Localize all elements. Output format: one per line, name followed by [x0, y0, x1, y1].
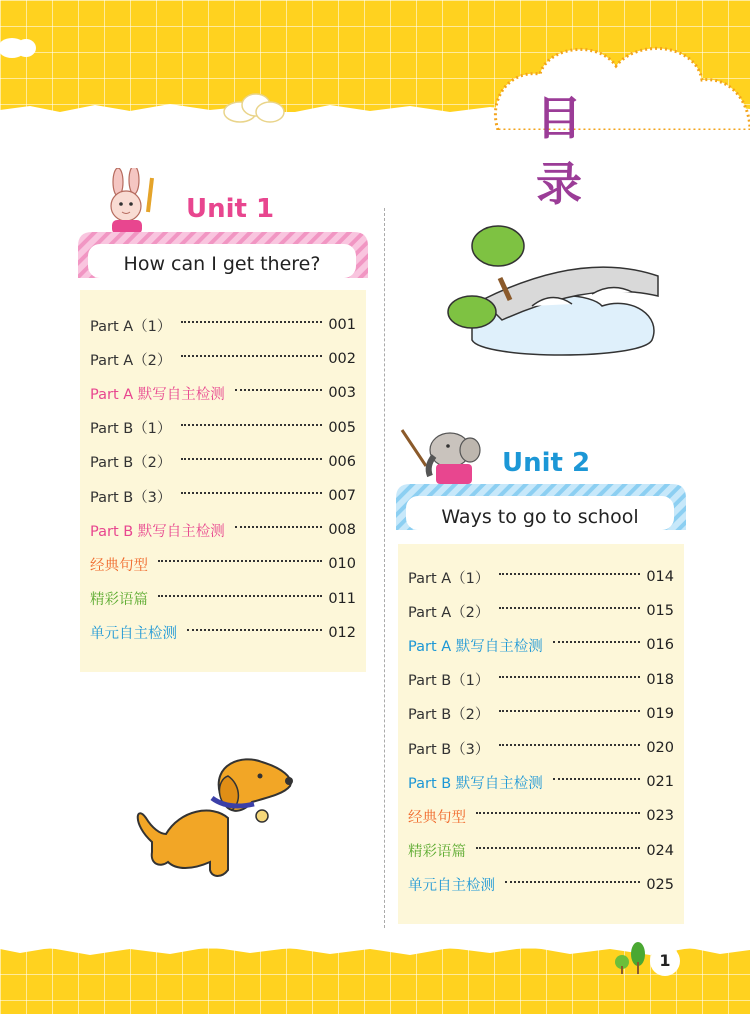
toc-entry-page: 001: [328, 317, 356, 334]
toc-entry-page: 008: [328, 522, 356, 539]
toc-leader-dots: [553, 778, 640, 780]
toc-entry: [408, 628, 674, 662]
toc-entry-label: 精彩语篇: [90, 592, 148, 609]
toc-entry: [90, 445, 356, 479]
toc-entry-page: 015: [646, 603, 674, 620]
toc-entry-page: 005: [328, 419, 356, 436]
toc-entry-label: Part A（2）: [408, 604, 490, 621]
toc-entry-label: Part B（1）: [408, 673, 490, 690]
toc-entry-label: 单元自主检测: [408, 878, 495, 895]
toc-entry-label: 单元自主检测: [90, 626, 177, 643]
toc-entry: [90, 616, 356, 650]
toc-entry-page: 024: [646, 842, 674, 859]
toc-leader-dots: [235, 526, 322, 528]
toc-entry: [408, 799, 674, 833]
toc-leader-dots: [187, 629, 322, 631]
toc-entry: [408, 765, 674, 799]
toc-entry: [408, 834, 674, 868]
toc-leader-dots: [181, 424, 322, 426]
toc-entry-label: Part B 默写自主检测: [408, 775, 543, 792]
toc-entry-page: 023: [646, 808, 674, 825]
toc-leader-dots: [499, 676, 640, 678]
dog-illustration: [132, 754, 298, 884]
toc-entry-label: 精彩语篇: [408, 844, 466, 861]
toc-leader-dots: [499, 710, 640, 712]
toc-entry-page: 016: [646, 637, 674, 654]
toc-entry-label: Part B（2）: [408, 707, 490, 724]
toc-leader-dots: [235, 389, 322, 391]
toc-leader-dots: [553, 641, 640, 643]
toc-leader-dots: [158, 595, 322, 597]
toc-entry: [90, 411, 356, 445]
toc-entry: [90, 582, 356, 616]
toc-entry-page: 006: [328, 453, 356, 470]
toc-entry: [408, 560, 674, 594]
toc-entry-page: 018: [646, 671, 674, 688]
rabbit-icon: [96, 168, 166, 234]
toc-entry: [90, 308, 356, 342]
toc-entry-page: 002: [328, 351, 356, 368]
toc-entry: [408, 594, 674, 628]
toc-entry: [408, 868, 674, 902]
elephant-icon: [400, 426, 484, 484]
toc-leader-dots: [476, 847, 640, 849]
toc-entry-page: 011: [328, 590, 356, 607]
toc-leader-dots: [499, 744, 640, 746]
toc-leader-dots: [181, 355, 322, 357]
toc-entry-page: 007: [328, 488, 356, 505]
toc-leader-dots: [181, 321, 322, 323]
toc-entry: [408, 697, 674, 731]
unit1-heading: Unit 1: [186, 194, 275, 224]
toc-entry-page: 012: [328, 624, 356, 641]
cloud-icon: [0, 30, 40, 64]
toc-entry-page: 019: [646, 705, 674, 722]
toc-entry-label: Part B（2）: [90, 455, 172, 472]
toc-entry: [90, 376, 356, 410]
toc-entry-label: Part B 默写自主检测: [90, 523, 225, 540]
toc-entry-label: 经典句型: [408, 809, 466, 826]
unit2-toc: [398, 544, 684, 924]
toc-entry-label: Part B（3）: [90, 489, 172, 506]
toc-entry-page: 003: [328, 385, 356, 402]
unit1-toc: [80, 290, 366, 672]
unit2-subtitle: Ways to go to school: [441, 506, 639, 528]
toc-entry: [90, 342, 356, 376]
toc-entry: [90, 547, 356, 581]
toc-leader-dots: [499, 607, 640, 609]
toc-entry-label: Part A（1）: [408, 570, 490, 587]
toc-entry: [408, 731, 674, 765]
toc-entry: [90, 479, 356, 513]
tree-icon: [610, 940, 650, 976]
toc-entry-label: Part A 默写自主检测: [90, 386, 225, 403]
toc-entry-label: Part B（3）: [408, 741, 490, 758]
toc-entry-label: Part A（1）: [90, 318, 172, 335]
toc-entry-page: 020: [646, 740, 674, 757]
bridge-illustration: [442, 220, 662, 360]
toc-entry-page: 010: [328, 556, 356, 573]
toc-leader-dots: [499, 573, 640, 575]
toc-entry-label: Part B（1）: [90, 421, 172, 438]
toc-entry-page: 014: [646, 569, 674, 586]
toc-entry: [90, 513, 356, 547]
toc-leader-dots: [476, 812, 640, 814]
toc-entry-label: Part A（2）: [90, 352, 172, 369]
toc-entry-page: 021: [646, 774, 674, 791]
column-divider: [384, 208, 385, 928]
page-number: 1: [650, 946, 680, 976]
toc-leader-dots: [181, 458, 322, 460]
toc-leader-dots: [158, 560, 322, 562]
page-title: 目 录: [536, 91, 604, 211]
cloud-icon: [222, 90, 288, 126]
toc-entry-label: Part A 默写自主检测: [408, 638, 543, 655]
toc-leader-dots: [505, 881, 640, 883]
unit1-subtitle: How can I get there?: [123, 253, 321, 275]
unit2-heading: Unit 2: [502, 448, 591, 478]
toc-leader-dots: [181, 492, 322, 494]
toc-entry-label: 经典句型: [90, 557, 148, 574]
toc-entry: [408, 663, 674, 697]
toc-entry-page: 025: [646, 876, 674, 893]
